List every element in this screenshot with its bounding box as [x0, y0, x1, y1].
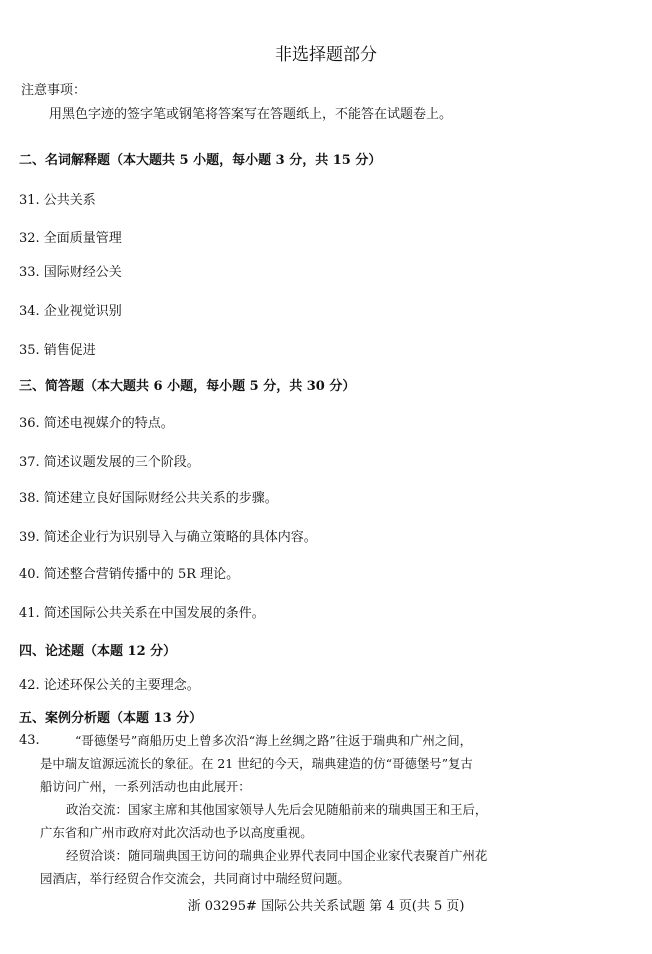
question-39: 39. 简述企业行为识别导入与确立策略的具体内容。 — [19, 530, 317, 545]
question-43-number: 43. — [19, 733, 40, 748]
question-33: 33. 国际财经公关 — [19, 265, 122, 280]
page-title: 非选择题部分 — [275, 45, 377, 65]
section-heading-4: 四、论述题（本题 12 分） — [19, 644, 177, 659]
question-37: 37. 简述议题发展的三个阶段。 — [19, 455, 200, 470]
case-line-1: “哥德堡号”商船历史上曾多次沿“海上丝绸之路”往返于瑞典和广州之间， — [75, 733, 473, 748]
question-42: 42. 论述环保公关的主要理念。 — [19, 678, 200, 693]
notice-text: 用黑色字迹的签字笔或钢笔将答案写在答题纸上，不能答在试题卷上。 — [49, 107, 453, 122]
case-line-7: 园酒店，举行经贸合作交流会，共同商讨中瑞经贸问题。 — [40, 871, 350, 886]
case-line-5: 广东省和广州市政府对此次活动也予以高度重视。 — [40, 825, 313, 840]
case-line-4: 政治交流：国家主席和其他国家领导人先后会见随船前来的瑞典国王和王后， — [66, 802, 488, 817]
section-heading-5: 五、案例分析题（本题 13 分） — [19, 711, 203, 726]
question-35: 35. 销售促进 — [19, 343, 96, 358]
question-38: 38. 简述建立良好国际财经公共关系的步骤。 — [19, 491, 278, 506]
question-32: 32. 全面质量管理 — [19, 231, 122, 246]
section-heading-3: 三、简答题（本大题共 6 小题，每小题 5 分，共 30 分） — [19, 379, 356, 394]
section-heading-2: 二、名词解释题（本大题共 5 小题，每小题 3 分，共 15 分） — [19, 153, 382, 168]
question-31: 31. 公共关系 — [19, 193, 96, 208]
notice-label: 注意事项： — [21, 83, 87, 98]
question-41: 41. 简述国际公共关系在中国发展的条件。 — [19, 606, 265, 621]
question-36: 36. 简述电视媒介的特点。 — [19, 416, 174, 431]
case-line-6: 经贸洽谈：随同瑞典国王访问的瑞典企业界代表同中国企业家代表聚首广州花 — [66, 848, 488, 863]
question-34: 34. 企业视觉识别 — [19, 304, 122, 319]
case-line-2: 是中瑞友谊源远流长的象征。在 21 世纪的今天，瑞典建造的仿“哥德堡号”复古 — [40, 756, 473, 771]
page-footer: 浙 03295# 国际公共关系试题 第 4 页(共 5 页) — [187, 899, 465, 914]
case-line-3: 船访问广州，一系列活动也由此展开： — [40, 779, 251, 794]
question-40: 40. 简述整合营销传播中的 5R 理论。 — [19, 567, 240, 582]
